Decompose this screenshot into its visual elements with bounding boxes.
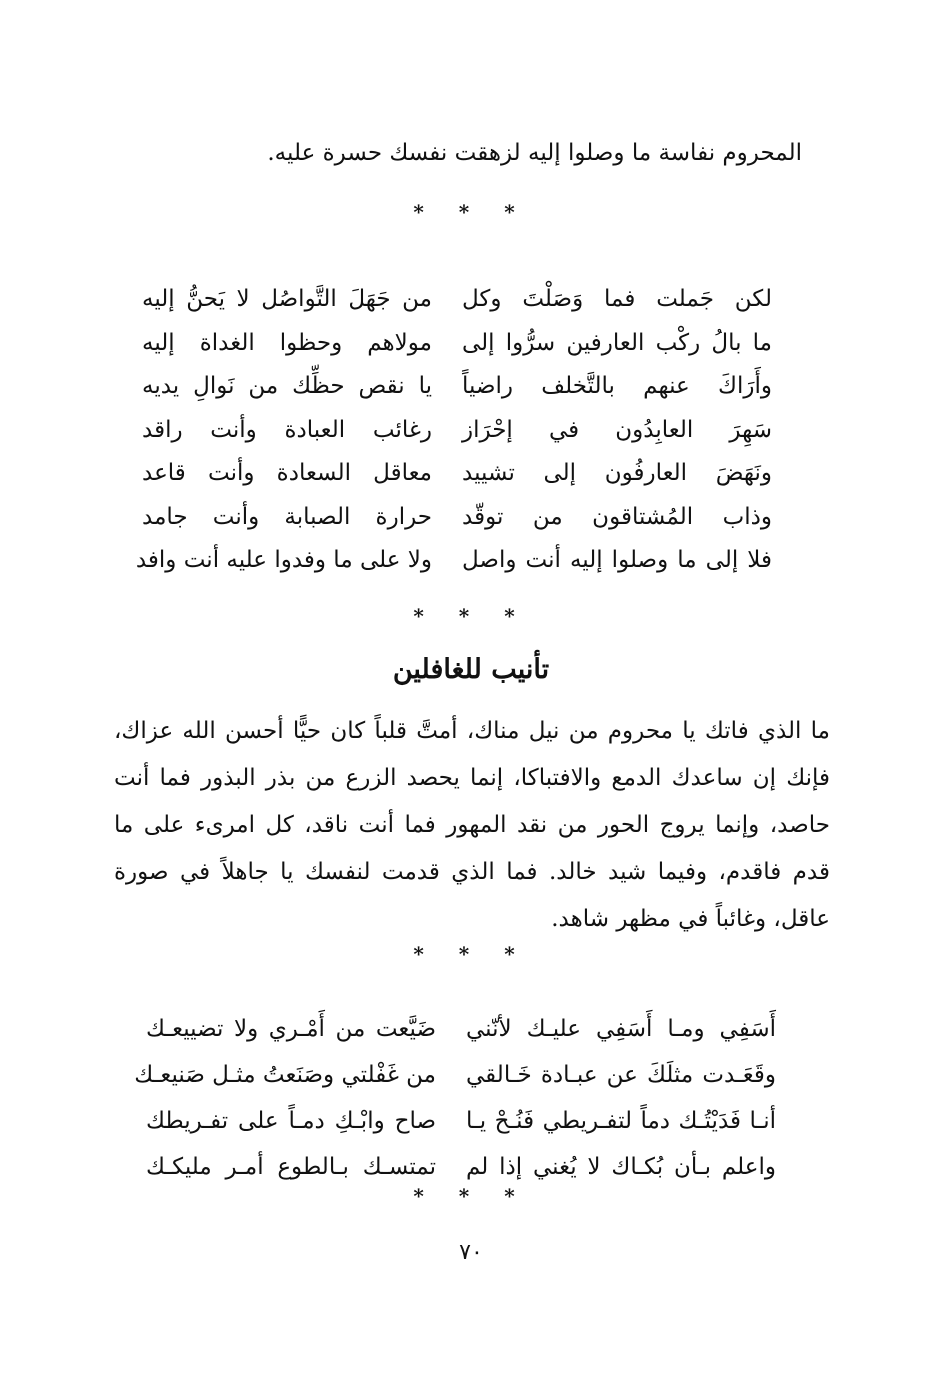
verse-first-half: وأَرَاكَ عنهم بالتَّخلف راضياً [462, 373, 772, 399]
verse-first-half: ما بالُ ركْب العارفين سرُّوا إلى [462, 329, 772, 356]
body-paragraph: ما الذي فاتك يا محروم من نيل مناك، أمتَّ قلباً كان حيًّا أحسن الله عزاك، فإنك إن ساعدك الدمع والافتباكا، إنما يحصد الزرع من بذر البذور فما أنت حاصد، وإنما يروج الحور من نقد المهور فما أنت ناقد، كل امرىء على ما قدم فاقدم، وفيما شيد خالد. فما الذي قدمت لنفسك يا جاهلاً في صورة عاقل، وغائباً في مظهر شاهد. [114, 718, 830, 932]
verse-second-half: صاح وابْـكِ دمـاً على تفـريطك [146, 1108, 436, 1134]
verse-row [146, 1006, 776, 1052]
verse-first-half: سَهِرَ العابِدُون في إحْرَاز [462, 416, 772, 443]
verse-second-half: رغائب العبادة وأنت راقد [142, 416, 432, 443]
verse-row [134, 1052, 776, 1098]
verse-row [142, 496, 772, 540]
separator-4: * * * [413, 1184, 529, 1208]
verse-second-half: ولا على ما وفدوا عليه أنت وافد [135, 547, 432, 573]
separator-1: * * * [413, 200, 529, 224]
verse-first-half: أنـا فَدَيْتُـك دماً لتفـريطي فَنُـحْ يـا [466, 1108, 776, 1134]
verse-second-half: من غَفْلتي وصَنَعتُ مثـل صَنيعـك [134, 1062, 436, 1088]
verse-row [146, 1098, 776, 1144]
intro-line: المحروم نفاسة ما وصلوا إليه لزهقت نفسك حسرة عليه. [267, 140, 802, 166]
verse-row [142, 322, 772, 366]
page-number: ٧٠ [459, 1240, 483, 1265]
verse-row [142, 365, 772, 409]
separator-3: * * * [413, 942, 529, 966]
verse-first-half: وقَعَـدت مثلَكَ عن عبـادة خَـالقي [466, 1062, 776, 1088]
verse-first-half: فلا إلى ما وصلوا إليه أنت واصل [462, 547, 772, 573]
verse-second-half: يا نقص حظِّك من نَوالِ يديه [142, 373, 432, 399]
poem-1 [135, 278, 772, 583]
separator-2: * * * [413, 604, 529, 628]
verse-first-half: واعلم بـأن بُكـاك لا يُغني إذا لم [466, 1154, 776, 1180]
poem-2 [134, 1006, 776, 1190]
verse-row [142, 278, 772, 322]
verse-row [142, 409, 772, 453]
section-title: تأنيب للغافلين [392, 654, 550, 685]
verse-second-half: من جَهَلَ التَّواصُل لا يَحنُّ إليه [142, 286, 432, 312]
verse-first-half: ونَهَضَ العارفُون إلى تشييد [462, 460, 772, 486]
verse-first-half: أَسَفِي ومـا أَسَفِي عليـك لأنّني [466, 1016, 776, 1042]
verse-row [135, 539, 772, 583]
verse-second-half: حرارة الصبابة وأنت جامد [142, 503, 432, 530]
verse-row [142, 452, 772, 496]
verse-second-half: معاقل السعادة وأنت قاعد [142, 460, 432, 486]
verse-second-half: ضَيَّعت من أَمْـري ولا تضييعـك [146, 1016, 436, 1042]
verse-first-half: وذاب المُشتاقون من توقّد [462, 503, 772, 530]
verse-first-half: لكن جَملت فما وَصَلْتَ وكل [462, 286, 772, 312]
verse-second-half: تمتسـك بـالطوع أمـر مليكـك [146, 1154, 436, 1180]
verse-second-half: مولاهم وحظوا الغداة إليه [142, 329, 432, 356]
